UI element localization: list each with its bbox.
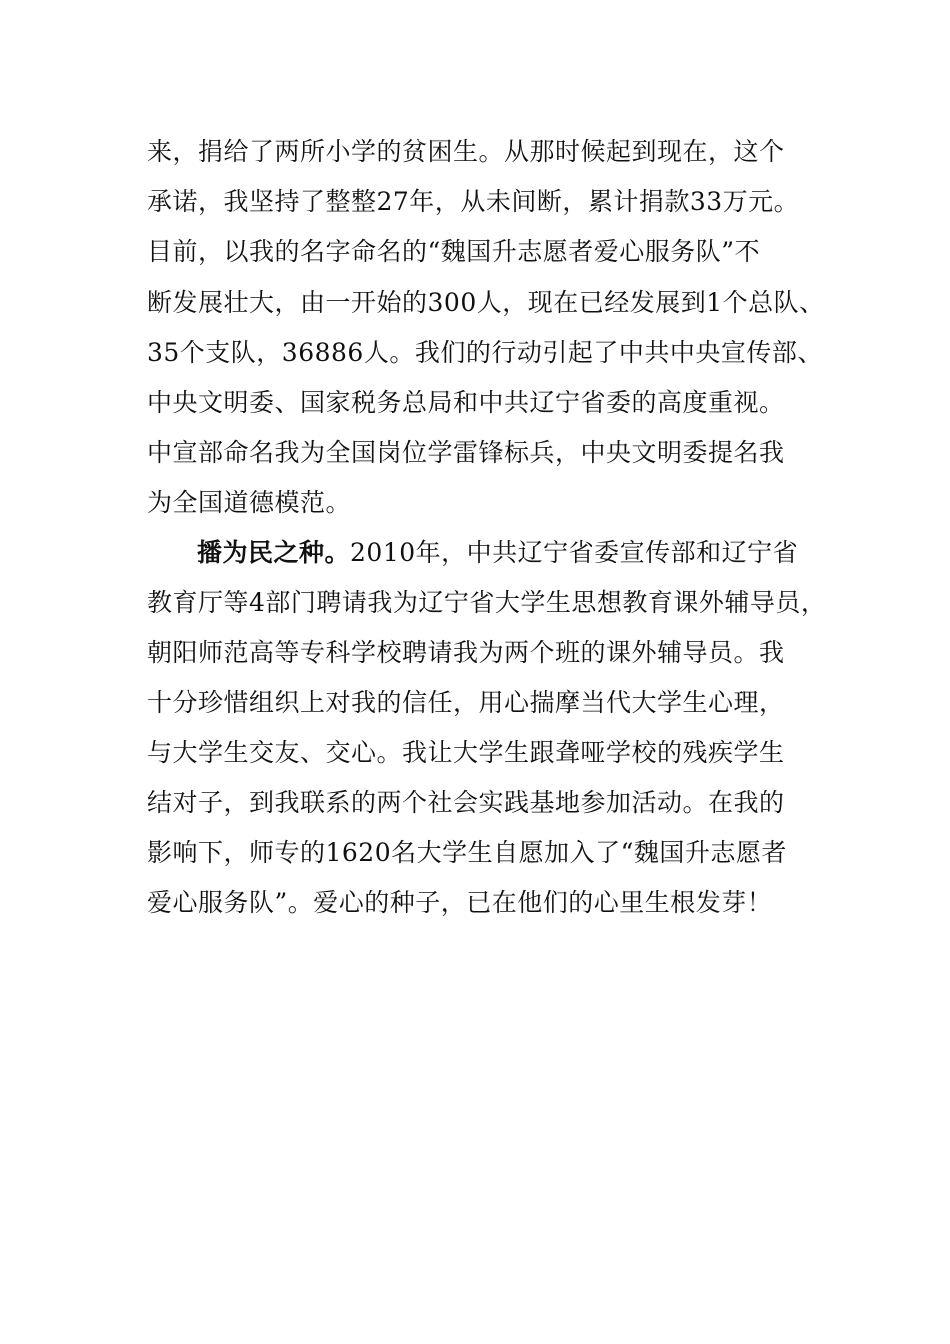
paragraph-2-lead: 播为民之种。 [197, 538, 351, 567]
paragraph-2-line-8: 爱心服务队”。爱心的种子，已在他们的心里生根发芽！ [147, 888, 773, 917]
paragraph-1-line-3: 目前，以我的名字命名的“魏国升志愿者爱心服务队”不 [147, 237, 761, 266]
paragraph-2-line-2: 教育厅等4部门聘请我为辽宁省大学生思想教育课外辅导员， [147, 588, 827, 617]
paragraph-2-line-7: 影响下，师专的1620名大学生自愿加入了“魏国升志愿者 [147, 838, 787, 867]
paragraph-1-line-2: 承诺，我坚持了整整27年，从未间断，累计捐款33万元。 [147, 187, 800, 216]
paragraph-1-line-7: 中宣部命名我为全国岗位学雷锋标兵，中央文明委提名我 [147, 438, 785, 467]
paragraph-2-line-6: 结对子，到我联系的两个社会实践基地参加活动。在我的 [147, 788, 785, 817]
paragraph-2-line-1 [197, 538, 798, 568]
paragraph-2-line-3: 朝阳师范高等专科学校聘请我为两个班的课外辅导员。我 [147, 638, 785, 667]
paragraph-1-line-1: 来，捐给了两所小学的贫困生。从那时候起到现在，这个 [147, 137, 785, 166]
paragraph-2-line-5: 与大学生交友、交心。我让大学生跟聋哑学校的残疾学生 [147, 738, 785, 767]
paragraph-1-line-6: 中央文明委、国家税务总局和中共辽宁省委的高度重视。 [147, 388, 785, 417]
paragraph-1-line-8: 为全国道德模范。 [147, 488, 352, 517]
paragraph-2-first-line-rest: 2010年，中共辽宁省委宣传部和辽宁省 [350, 538, 799, 567]
paragraph-2-line-4: 十分珍惜组织上对我的信任，用心揣摩当代大学生心理， [147, 688, 785, 717]
paragraph-1-line-5: 35个支队，36886人。我们的行动引起了中共中央宣传部、 [147, 338, 823, 367]
paragraph-1-line-4: 断发展壮大，由一开始的300人，现在已经发展到1个总队、 [147, 288, 825, 317]
